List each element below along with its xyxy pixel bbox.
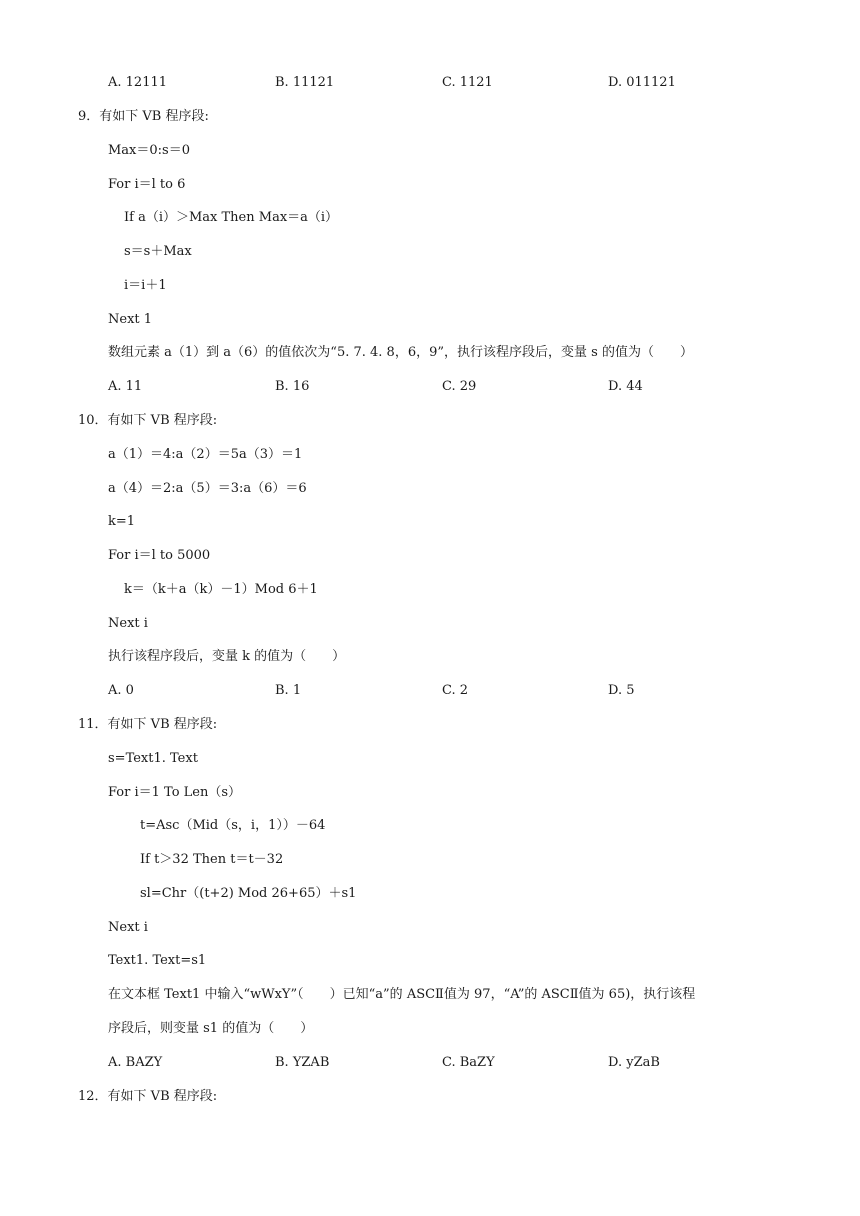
q11-option-b: B. YZAB — [275, 1055, 330, 1070]
q10-option-d: D. 5 — [608, 683, 635, 698]
q11-question-line-1: 在文本框 Text1 中输入“wWxY”（ ）已知“a”的 ASCⅡ值为 97，“A”的 ASCⅡ值为 65)，执行该程 — [108, 987, 696, 1002]
q11-option-a: A. BAZY — [108, 1055, 163, 1070]
q11-code-line: For i＝1 To Len（s） — [108, 785, 242, 800]
q8-option-a: A. 12111 — [108, 75, 168, 90]
q9-code-line: For i＝l to 6 — [108, 177, 186, 192]
q10-code-line: Next i — [108, 616, 148, 631]
q10-option-b: B. 1 — [275, 683, 302, 698]
q9-title: 9．有如下 VB 程序段: — [78, 109, 209, 124]
q11-code-line: sl=Chr（(t+2) Mod 26+65）＋s1 — [140, 886, 357, 901]
q11-option-d: D. yZaB — [608, 1055, 660, 1070]
q11-option-c: C. BaZY — [442, 1055, 495, 1070]
q11-code-line: If t＞32 Then t＝t－32 — [140, 852, 284, 867]
q10-question: 执行该程序段后，变量 k 的值为（ ） — [108, 649, 346, 664]
q9-option-d: D. 44 — [608, 379, 643, 394]
q9-code-line: Max＝0:s＝0 — [108, 143, 190, 158]
q11-code-line: Next i — [108, 920, 148, 935]
q9-code-line: s＝s＋Max — [124, 244, 192, 259]
q9-option-b: B. 16 — [275, 379, 310, 394]
q9-question: 数组元素 a（1）到 a（6）的值依次为“5. 7. 4. 8，6，9”，执行该程序段后，变量 s 的值为（ ） — [108, 345, 693, 360]
q8-option-c: C. 1121 — [442, 75, 493, 90]
q10-option-a: A. 0 — [108, 683, 134, 698]
q9-code-line: i＝i＋1 — [124, 278, 167, 293]
q10-option-c: C. 2 — [442, 683, 469, 698]
q11-code-line: t=Asc（Mid（s，i，1））－64 — [140, 818, 326, 833]
q10-code-line: a（4）＝2:a（5）＝3:a（6）＝6 — [108, 481, 307, 496]
q9-option-c: C. 29 — [442, 379, 477, 394]
q11-code-line: s=Text1. Text — [108, 751, 198, 766]
q11-title: 11．有如下 VB 程序段: — [78, 717, 218, 732]
q10-title: 10．有如下 VB 程序段: — [78, 413, 218, 428]
q9-code-line: Next 1 — [108, 312, 153, 327]
q10-code-line: k＝（k＋a（k）－1）Mod 6＋1 — [124, 582, 318, 597]
q12-title: 12．有如下 VB 程序段: — [78, 1089, 218, 1104]
q8-option-d: D. 011121 — [608, 75, 676, 90]
q11-question-line-2: 序段后，则变量 s1 的值为（ ） — [108, 1021, 314, 1036]
q9-option-a: A. 11 — [108, 379, 143, 394]
q10-code-line: a（1）＝4:a（2）＝5a（3）＝1 — [108, 447, 303, 462]
q9-code-line: If a（i）＞Max Then Max＝a（i） — [124, 210, 339, 225]
q10-code-line: k=1 — [108, 514, 136, 529]
q8-option-b: B. 11121 — [275, 75, 335, 90]
q11-code-line: Text1. Text=s1 — [108, 953, 207, 968]
q10-code-line: For i＝l to 5000 — [108, 548, 211, 563]
